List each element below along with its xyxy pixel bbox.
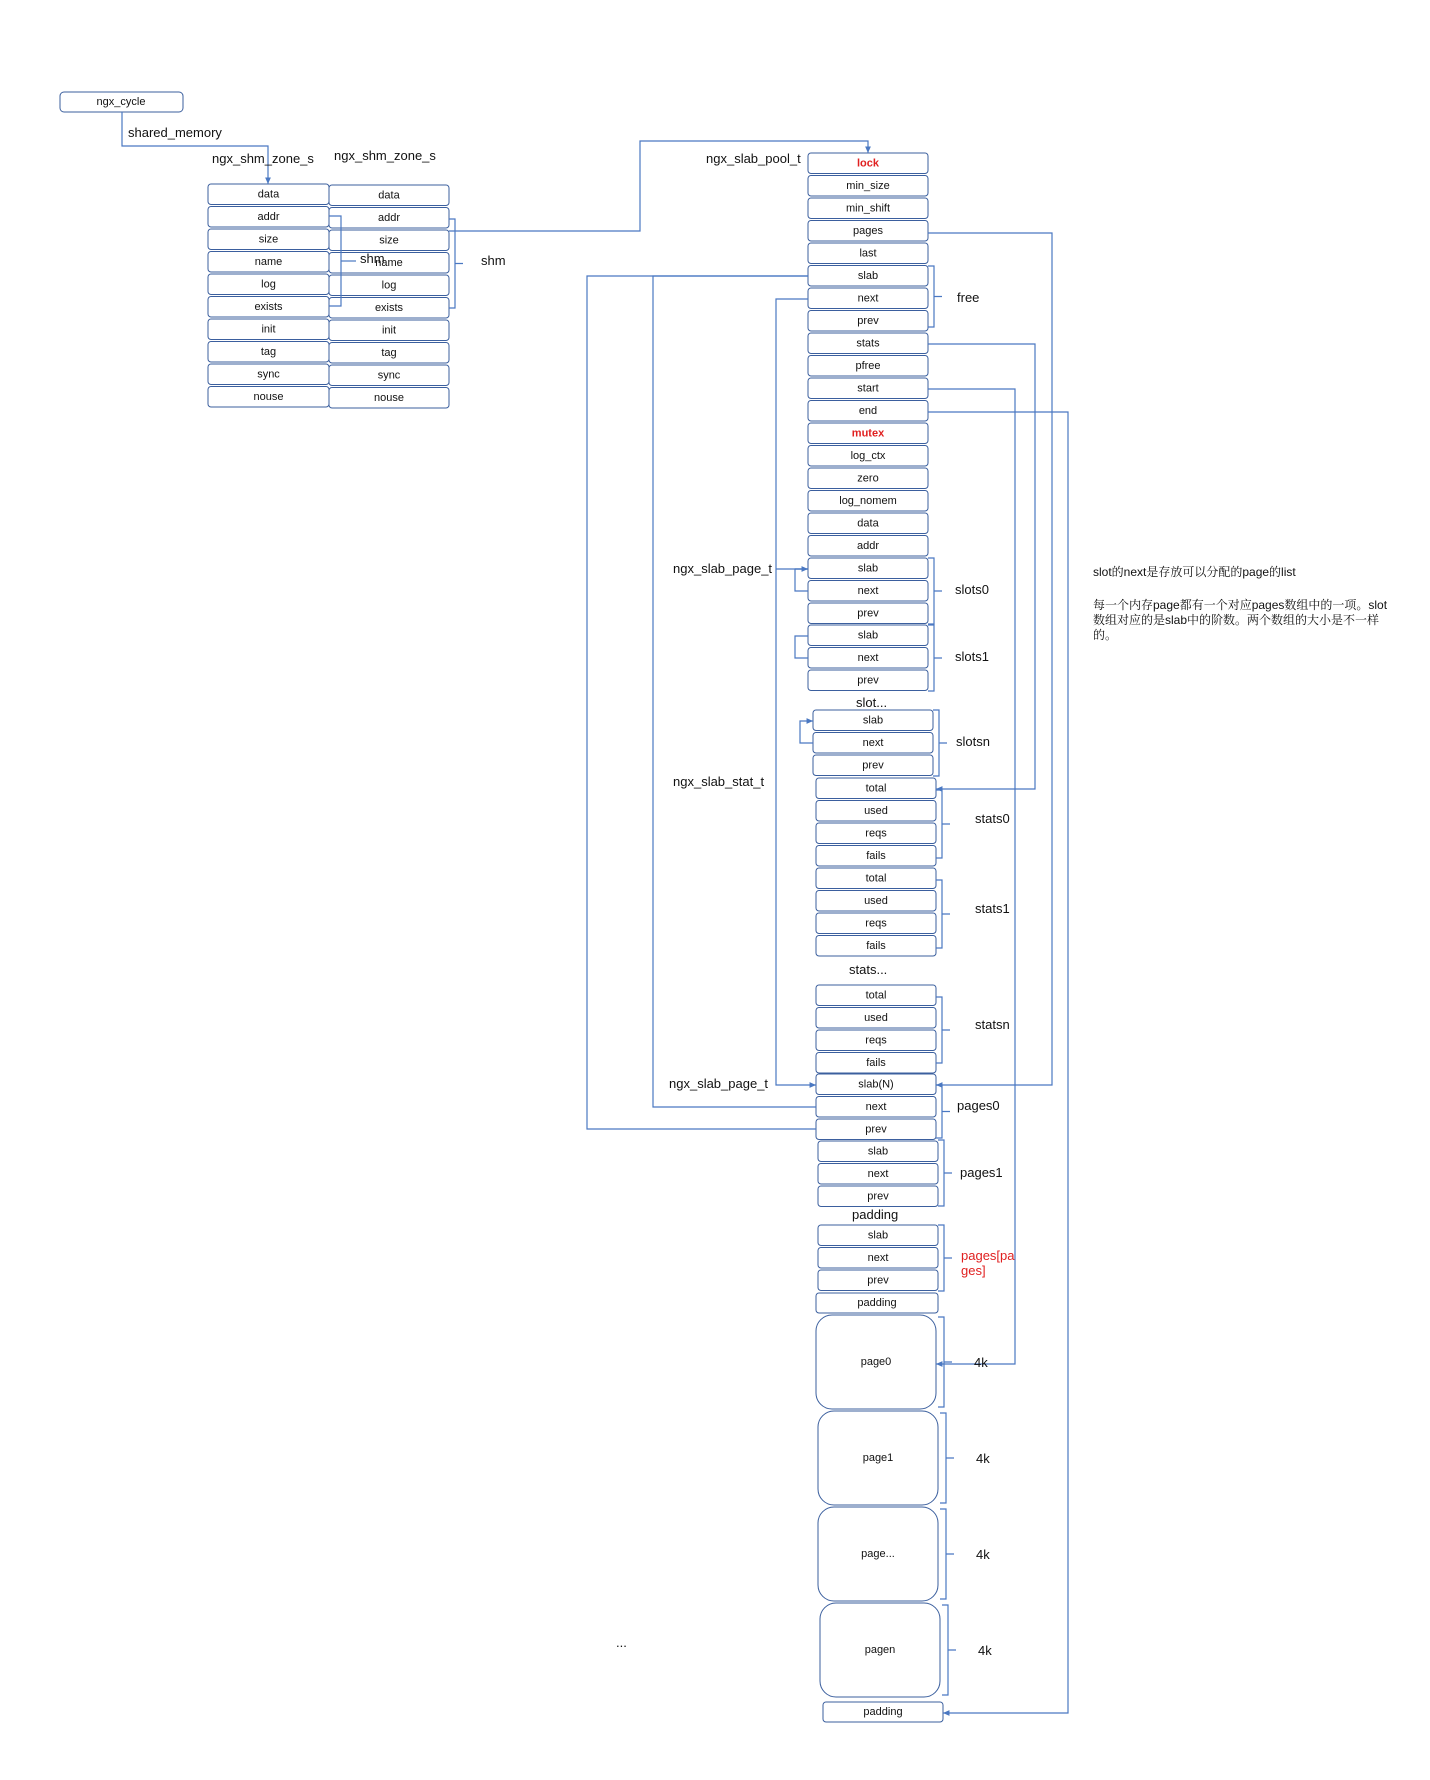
pages0-label: pages0: [957, 1098, 1000, 1113]
slotsn-field-label-1: next: [862, 736, 884, 749]
slotsn-field-label-2: prev: [862, 759, 884, 772]
note-line-2: 每一个内存page都有一个对应pages数组中的一项。slot数组对应的是slab中的阶数。两个数组的大小是不一样的。: [1093, 598, 1388, 642]
pagesN-field-label-1: next: [867, 1251, 889, 1264]
slots-ellipsis: slot...: [856, 695, 888, 710]
zone-b-field-label-8: sync: [377, 369, 401, 382]
slots-title: ngx_slab_page_t: [673, 561, 773, 576]
zone-b-field-label-1: addr: [377, 211, 401, 224]
pool-title: ngx_slab_pool_t: [706, 151, 801, 166]
memory-page-brace-2: [940, 1509, 954, 1599]
start-pointer-line: [928, 389, 1015, 1364]
loose-ellipsis: ...: [616, 1635, 627, 1650]
zone-b-shm-label: shm: [481, 253, 506, 268]
stats-ellipsis: stats...: [849, 962, 888, 977]
pool-field-label-5: slab: [857, 269, 879, 282]
zone-a-field-label-5: exists: [254, 300, 283, 313]
pages0-field-label-0: slab(N): [858, 1078, 894, 1091]
memory-page-size-1: 4k: [976, 1451, 990, 1466]
zone-b-field-label-7: tag: [381, 346, 397, 359]
zone-to-pool-line: [449, 141, 868, 231]
pool-field-label-15: log_nomem: [839, 494, 897, 507]
pool-free-label: free: [957, 290, 980, 305]
stats0-field-label-2: reqs: [865, 827, 887, 840]
statsn-field-label-1: used: [864, 1011, 888, 1024]
stats0-field-label-0: total: [865, 782, 887, 795]
pages1-field-label-1: next: [867, 1167, 889, 1180]
zone-a-field-label-8: sync: [257, 368, 280, 381]
zone-a-field-label-1: addr: [257, 210, 280, 223]
pages1-field-label-0: slab: [867, 1145, 889, 1158]
cycle-to-zone-line: [122, 112, 268, 184]
pages0-field-label-1: next: [865, 1100, 887, 1113]
pool-field-label-4: last: [859, 247, 877, 260]
pages1-field-label-2: prev: [867, 1190, 889, 1203]
zone-b-field-label-3: name: [375, 256, 403, 269]
zone-b-field-label-5: exists: [374, 301, 404, 314]
ngx-cycle-title: ngx_cycle: [96, 96, 146, 108]
slots0-field-label-2: prev: [857, 607, 879, 620]
memory-page-label-2: page...: [861, 1548, 895, 1560]
zone-b-field-label-0: data: [378, 189, 400, 202]
slots1-loop: [795, 636, 808, 658]
shared-memory-label: shared_memory: [128, 125, 222, 140]
stats1-field-label-3: fails: [866, 939, 886, 952]
stats0-brace: [936, 790, 950, 858]
stats0-label: stats0: [975, 811, 1010, 826]
end-pointer-line: [928, 412, 1068, 1713]
pool-field-label-16: data: [857, 517, 879, 530]
pages-padding-text: padding: [852, 1207, 899, 1222]
stats1-brace: [936, 880, 950, 948]
slab-to-prev-line: [587, 276, 816, 1129]
pool-field-label-0: lock: [856, 157, 880, 170]
pool-free-brace: [928, 266, 942, 327]
pool-field-label-10: start: [857, 382, 879, 395]
memory-page-size-2: 4k: [976, 1547, 990, 1562]
zone-a-title: ngx_shm_zone_s: [212, 151, 314, 166]
zone-a-shm-label: shm: [360, 251, 385, 266]
slots0-brace: [928, 558, 942, 624]
pool-field-label-14: zero: [857, 472, 879, 485]
stats-title: ngx_slab_stat_t: [673, 774, 765, 789]
slotsn-label: slotsn: [956, 734, 990, 749]
slotsn-brace: [933, 710, 947, 776]
zone-b-brace: [449, 219, 463, 308]
memory-page-label-1: page1: [862, 1452, 894, 1464]
pagesN-field-label-0: slab: [867, 1229, 889, 1242]
pages-pointer-line: [928, 233, 1052, 1085]
slots1-field-label-0: slab: [857, 629, 879, 642]
pagesN-label: pages[pa ges]: [961, 1248, 1015, 1278]
memory-page-brace-0: [938, 1317, 952, 1407]
statsn-label: statsn: [975, 1017, 1010, 1032]
pool-field-label-2: min_shift: [845, 202, 891, 215]
slots0-field-label-0: slab: [857, 562, 879, 575]
stats1-field-label-1: used: [864, 894, 888, 907]
slotsn-field-label-0: slab: [862, 714, 884, 727]
pages0-field-label-2: prev: [865, 1123, 887, 1136]
zone-b-field-label-2: size: [379, 234, 399, 247]
pool-field-label-12: mutex: [851, 427, 885, 440]
slots0-loop: [795, 569, 808, 591]
zone-b-field-label-9: nouse: [374, 391, 404, 404]
memory-page-brace-3: [942, 1605, 956, 1695]
pool-field-label-11: end: [858, 404, 878, 417]
slab-to-next-line: [653, 276, 816, 1107]
pool-field-label-7: prev: [857, 314, 879, 327]
statsn-brace: [936, 997, 950, 1063]
slots1-label: slots1: [955, 649, 989, 664]
slots1-brace: [928, 625, 942, 691]
stats-pointer-line: [928, 344, 1035, 789]
memory-page-size-3: 4k: [978, 1643, 992, 1658]
pool-field-label-3: pages: [853, 224, 883, 237]
pages1-brace: [938, 1140, 952, 1206]
zone-a-field-label-4: log: [261, 278, 276, 291]
boxes-layer: [60, 92, 943, 1722]
zone-b-field-label-4: log: [381, 279, 397, 292]
pool-field-label-17: addr: [856, 539, 880, 552]
memory-page-size-0: 4k: [974, 1355, 988, 1370]
stats1-field-label-0: total: [865, 872, 887, 885]
zone-b-title: ngx_shm_zone_s: [334, 148, 436, 163]
stats1-label: stats1: [975, 901, 1010, 916]
memory-page-label-0: page0: [860, 1356, 892, 1368]
zone-a-field-label-9: nouse: [253, 390, 284, 403]
stats0-field-label-1: used: [864, 804, 888, 817]
note-line-1: slot的next是存放可以分配的page的list: [1093, 565, 1296, 579]
stats1-field-label-2: reqs: [865, 917, 887, 930]
pool-field-label-13: log_ctx: [850, 449, 886, 462]
memory-page-brace-1: [940, 1413, 954, 1503]
zone-a-field-label-7: tag: [260, 345, 277, 358]
pages1-label: pages1: [960, 1165, 1003, 1180]
zone-a-field-label-2: size: [258, 233, 279, 246]
zone-a-field-label-0: data: [257, 188, 280, 201]
memory-page-label-3: pagen: [864, 1644, 896, 1656]
zone-b-field-label-6: init: [381, 324, 397, 337]
statsn-field-label-2: reqs: [865, 1034, 887, 1047]
final-padding-label: padding: [863, 1706, 903, 1718]
pool-field-label-8: stats: [856, 337, 880, 350]
pages0-brace: [936, 1085, 950, 1138]
zone-a-field-label-6: init: [261, 323, 276, 336]
pool-field-label-1: min_size: [846, 179, 890, 192]
slots0-field-label-1: next: [857, 584, 879, 597]
slots1-field-label-1: next: [857, 651, 879, 664]
slots0-label: slots0: [955, 582, 989, 597]
slotsn-loop: [800, 721, 813, 743]
stats0-field-label-3: fails: [866, 849, 886, 862]
statsn-field-label-0: total: [865, 989, 887, 1002]
pool-field-label-9: pfree: [855, 359, 881, 372]
statsn-field-label-3: fails: [866, 1056, 886, 1069]
slots1-field-label-2: prev: [857, 674, 879, 687]
pool-field-label-6: next: [857, 292, 879, 305]
pages-title: ngx_slab_page_t: [669, 1076, 769, 1091]
pagesN-brace: [938, 1225, 952, 1291]
pages-padding-box-label: padding: [857, 1297, 897, 1309]
pagesN-field-label-2: prev: [867, 1274, 889, 1287]
zone-a-field-label-3: name: [254, 255, 283, 268]
